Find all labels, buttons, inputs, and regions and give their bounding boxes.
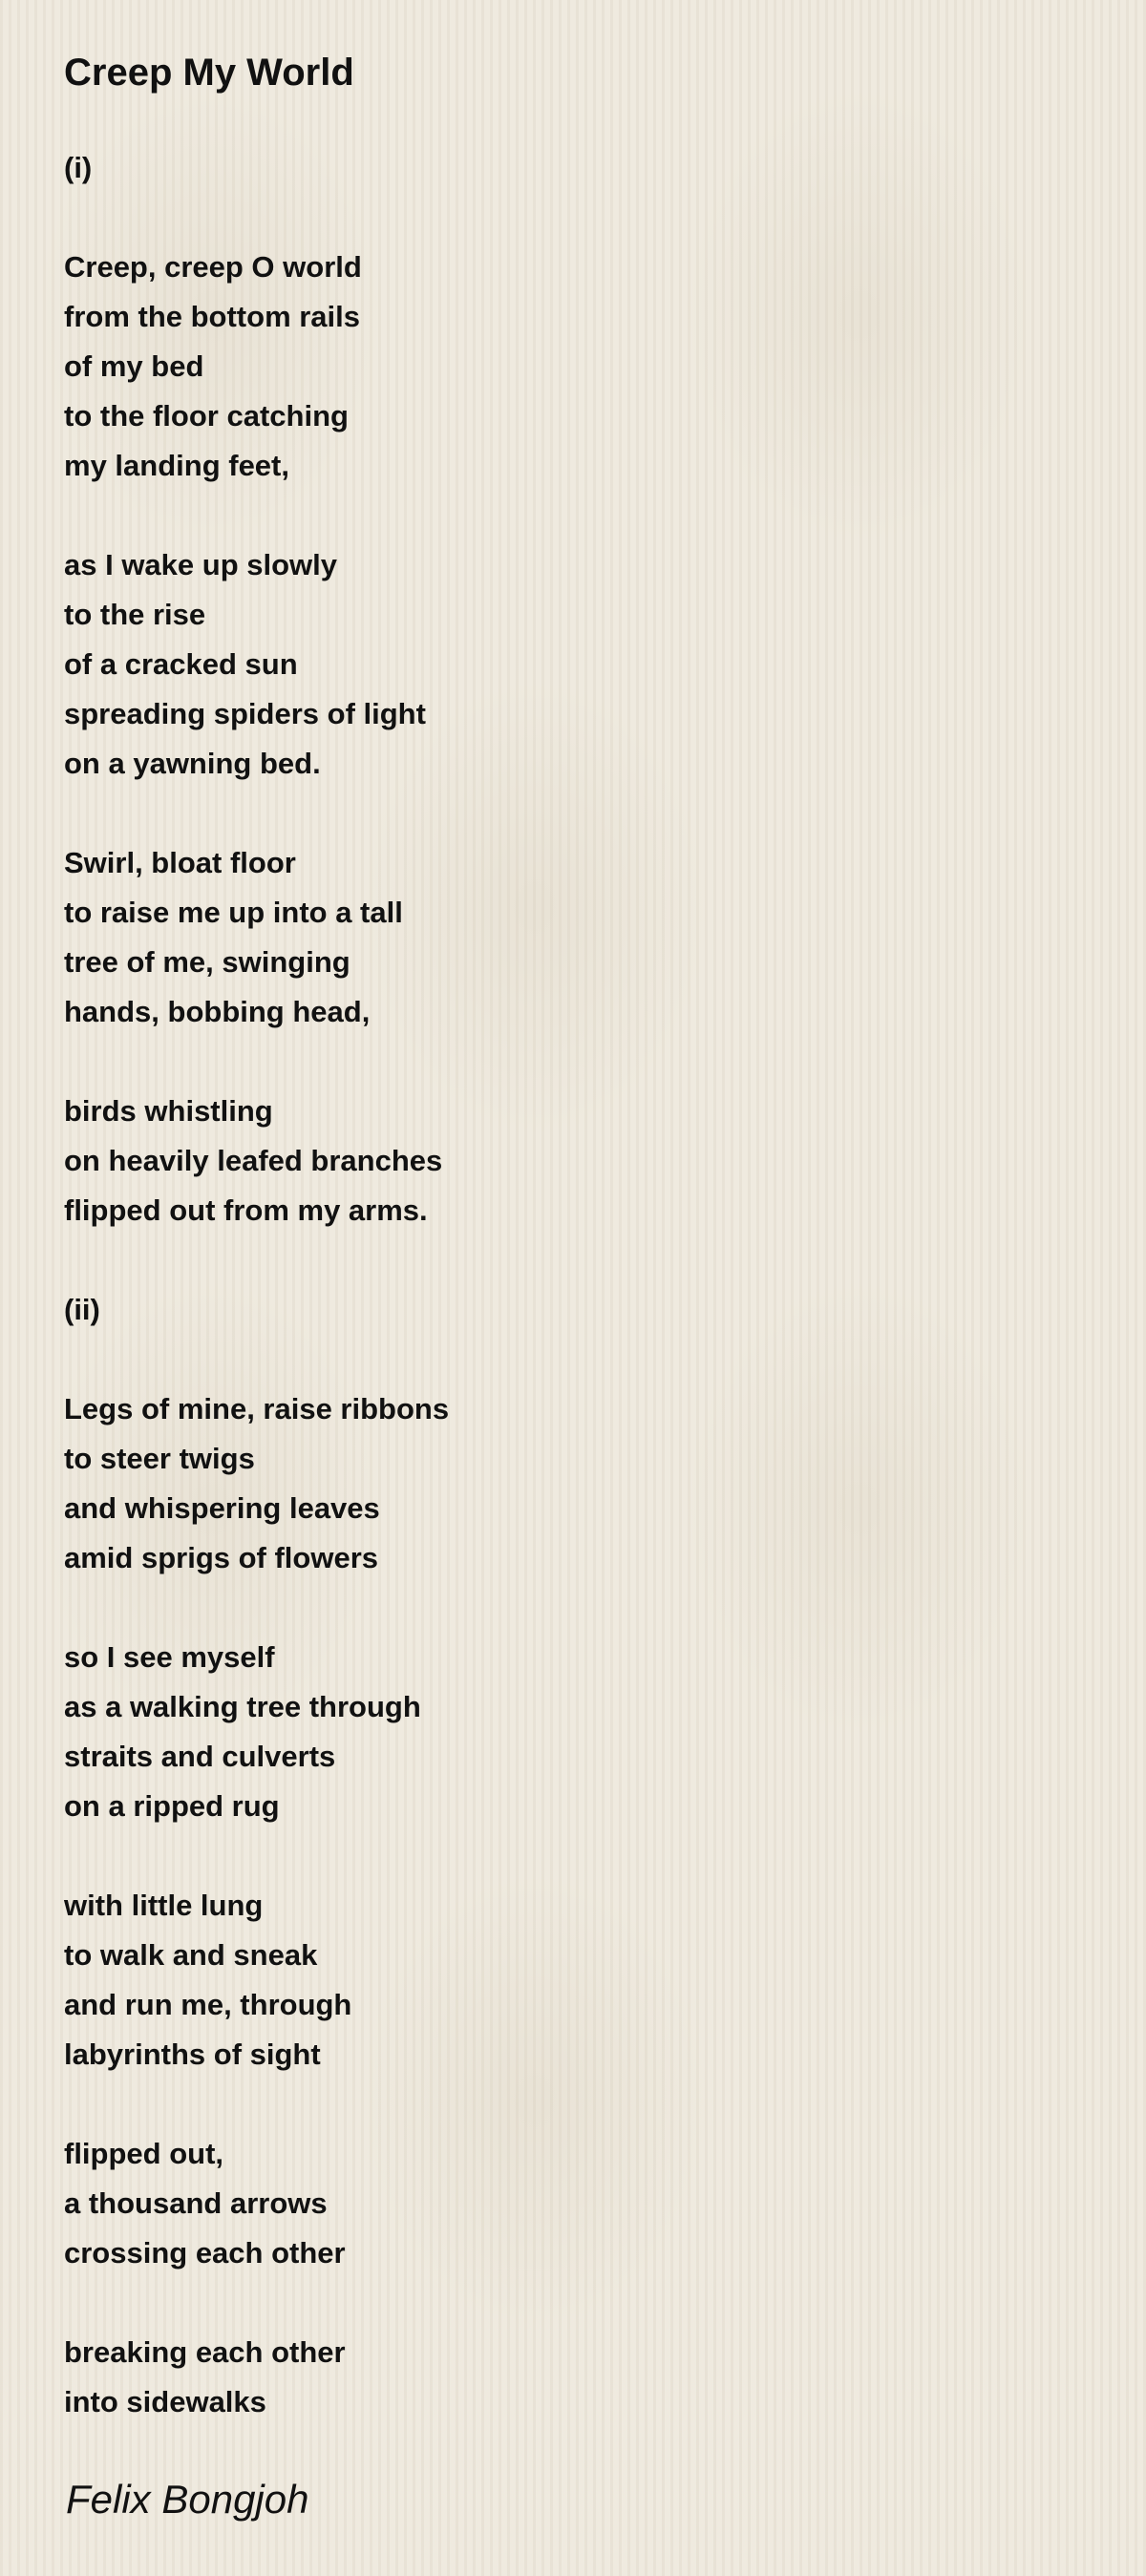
poem-line: my landing feet, — [64, 449, 289, 482]
poem-line: birds whistling — [64, 1094, 273, 1128]
poem-line: flipped out from my arms. — [64, 1193, 428, 1227]
poem-line: on a yawning bed. — [64, 747, 321, 780]
poem-line: from the bottom rails — [64, 300, 361, 333]
stanza — [64, 243, 449, 491]
stanza — [64, 143, 449, 193]
poem-line: (i) — [64, 151, 93, 184]
poem-line: on a ripped rug — [64, 1789, 280, 1823]
poem-line: (ii) — [64, 1293, 100, 1326]
poem-line: crossing each other — [64, 2236, 346, 2270]
poem-line: of a cracked sun — [64, 647, 298, 681]
poem-line: amid sprigs of flowers — [64, 1541, 379, 1574]
poem-line: to the rise — [64, 598, 206, 631]
stanza — [64, 540, 449, 789]
poem-line: as a walking tree through — [64, 1690, 421, 1723]
poem-line: to steer twigs — [64, 1442, 255, 1475]
stanza — [64, 1087, 449, 1235]
poem-body — [64, 143, 449, 2477]
poem-line: to raise me up into a tall — [64, 896, 403, 929]
stanza — [64, 2129, 449, 2278]
stanza — [64, 2328, 449, 2427]
stanza — [64, 1384, 449, 1583]
poem-line: a thousand arrows — [64, 2186, 328, 2220]
poem-line: straits and culverts — [64, 1740, 336, 1773]
poem-line: with little lung — [64, 1889, 264, 1922]
poem-line: labyrinths of sight — [64, 2038, 321, 2071]
poem-line: Creep, creep O world — [64, 250, 362, 284]
poem-line: Legs of mine, raise ribbons — [64, 1392, 450, 1425]
stanza — [64, 1881, 449, 2080]
poem-line: to the floor catching — [64, 399, 349, 433]
poem-line: and run me, through — [64, 1988, 352, 2021]
stanza — [64, 1633, 449, 1831]
stanza — [64, 838, 449, 1037]
poem-line: Swirl, bloat floor — [64, 846, 296, 879]
stanza — [64, 1285, 449, 1335]
poem-line: to walk and sneak — [64, 1938, 318, 1972]
poem-line: and whispering leaves — [64, 1491, 380, 1525]
poem-line: so I see myself — [64, 1640, 275, 1674]
poem-line: into sidewalks — [64, 2385, 266, 2418]
author-signature: Felix Bongjoh — [66, 2477, 309, 2522]
poem-line: spreading spiders of light — [64, 697, 426, 730]
poem-line: as I wake up slowly — [64, 548, 338, 581]
poem-title: Creep My World — [64, 52, 354, 94]
poem-line: on heavily leafed branches — [64, 1144, 443, 1177]
poem-line: of my bed — [64, 349, 204, 383]
poem-line: breaking each other — [64, 2335, 346, 2369]
poem-line: hands, bobbing head, — [64, 995, 371, 1028]
poem-line: tree of me, swinging — [64, 945, 350, 979]
poem-line: flipped out, — [64, 2137, 224, 2170]
